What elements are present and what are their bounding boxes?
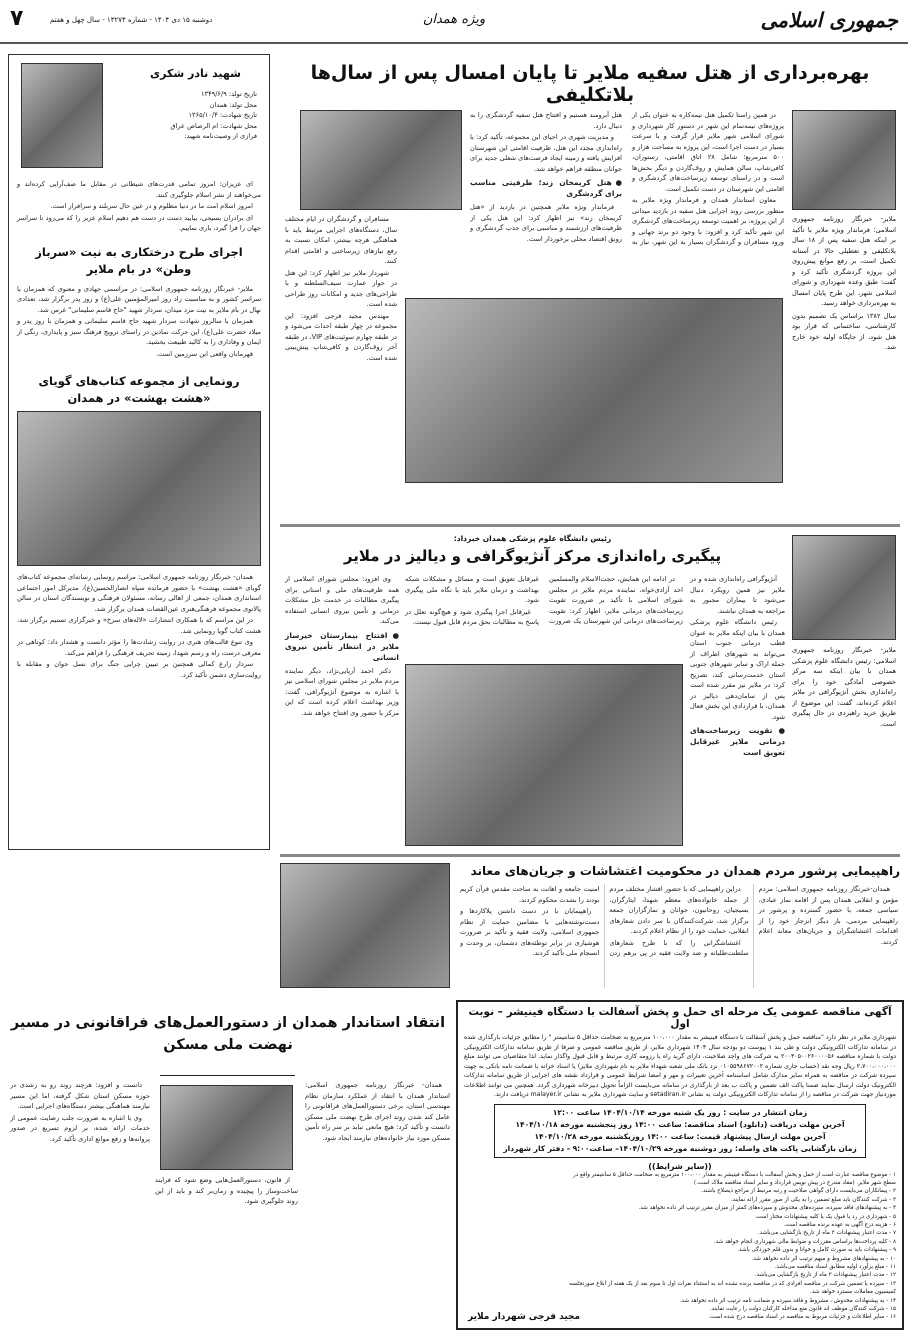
paragraph: در ادامه این همایش، حجت‌الاسلام والمسلمین احد آزادی‌خواه، نماینده مردم ملایر در مجلس شورای اسلامی با تأکید بر ضرورت تقویت زیرساخت‌های درمانی ملایر، اظهار کرد: تقویت زیرساخت‌های درمانی این شهرستان یک ضرورت غیرقابل تعویق است و مسائل و مشکلات شبکه بهداشت و درمان ملایر باید با نگاه ملی پیگیری شود. — [405, 575, 683, 625]
angiography-lead: ملایر- خبرنگار روزنامه جمهوری اسلامی: رئیس دانشگاه علوم پزشکی همدان با بیان اینکه سه مرکز خصوصی آمادگی خود را برای راه‌اندازی بخش آنژیوگرافی در ملایر اعلام کرده‌اند، گفت: این موضوع از طریق خرید راهبردی در حال پیگیری است. — [792, 646, 896, 728]
paragraph: وی افزود: مجلس شورای اسلامی از همه ظرفیت‌های ملی و استانی برای پیگیری مطالبات در خدمت حل مشکلات درمانی و تأمین نیروی انسانی استفاده می‌کند. — [285, 575, 399, 625]
tender-intro: شهرداری ملایر در نظر دارد "مناقصه حمل و پخش آسفالت با دستگاه فینیشر به مقدار ۱۰۰،۰۰۰ مترمربع به ضخامت حداقل ۵ سانتیمتر " را مطابق جزئیات بارگذاری شده در سامانه تدارکات الکترونیکی دولت و طی بند ۱ پیوست دو بودجه سال ۱۴۰۴ شهرداری ملایر، از طریق مناقصه عمومی و صرفا از طریق سامانه تدارکات الکترونیکی دولت با شماره مناقصه ۲۰۰۴۰۵۰۰۲۶۰۰۰۰۵۶ به شرکت های واجد صلاحیت، دارای گرید راه یا رزومه کاری مرتبط و قابل قبول واگذار نماید. لذا متقاضیان می توانند مبلغ ۲،۷۰۰،۰۰۰،۰۰۰ ریال وجه نقد (حساب جاری شماره ۰۱۰۵۵۹۸۶۷۲۰۰۲ نزد بانک ملی شعبه شهداء ملایر به نام شهرداری ملایر) یا اسناد خزانه یا ضمانت نامه بانکی به جهت سپرده شرکت در مناقصه به همراه سایر مدارک شامل اساسنامه آخرین تغییرات و مهر و امضا شرایط عمومی و قرارداد نقشه های اجرایی از طریق سامانه تدارکات الکترونیک دولت ارسال نمایند ضمنا پاکت الف تضمین و پاکت ب بعد از بارگذاری در سامانه می‌بایست الزاماً تحویل دبیرخانه شهرداری گردد. همچنین می توانند اطلاعات موردنیاز جهت شرکت در مناقصه را از سامانه تدارکات الکترونیکی دولت به نشانی setadiran.ir و سایت شهرداری ملایر به نشانی malayer.ir دریافت دارند. — [464, 1034, 897, 1098]
newspaper-logo: جمهوری اسلامی — [760, 8, 898, 32]
tree-planting-body — [17, 284, 261, 360]
martyr-death-date: تاریخ شهادت: ۱۳۶۵/۱۰/۴ — [188, 111, 257, 119]
paragraph: در این مراسم که با همکاری انتشارات «لاله‌های سرخ» و خبرگزاری تسنیم برگزار شد، هشت کتاب گویا رونمایی شد. — [17, 616, 261, 635]
paragraph: معاون استاندار همدان و فرماندار ویژه ملایر به منظور بررسی روند اجرایی هتل سفیه در بازدید میدانی از این پروژه، بر اهمیت توسعه زیرساخت‌های گردشگری این شهر تأکید کرد و افزود: با وجود دو برند جهانی و ورود مسافران و گردشگران بسیار به این شهر، نیاز به هتل آبرومند هستیم و افتتاح هتل سفیه گردشگری را به دنبال دارد. — [470, 111, 784, 246]
hotel-subheading: ●هتل کریمخان زند؛ ظرفیتی مناسب برای گردشگری — [470, 178, 622, 198]
paragraph: ای عزیزان؛ امروز تمامی قدرت‌های شیطانی در مقابل ما صف‌آرایی کرده‌اند و می‌خواهند از نشر اسلام جلوگیری کنند. — [17, 180, 261, 199]
march-crowd-photo — [280, 863, 450, 988]
condition-item: ۵ - شهرداری در رد یا قبول یک یا کلیه پیشنهادات مختار است. — [754, 1213, 896, 1220]
left-column — [8, 54, 270, 850]
condition-item: ۱ - موضوع مناقصه عبارت است از حمل و پخش آسفالت با دستگاه فینیشر به مقدار ۱۰۰،۰۰۰ مترمربع به ضخامت حداقل ۵ سانتیمتر واقع در سطح شهر ملایر. (مقاد مندرج در پیش نویس قرارداد و سایر اسناد مناقصه ملاک است.) — [573, 1171, 896, 1186]
dateline: دوشنبه ۱۵ دی ۱۴۰۴ - شماره ۱۳۲۷۴ - سال چهل و هفتم — [50, 16, 213, 24]
paragraph: سال ۱۳۸۲ براساس یک تصمیم بدون کارشناسی، ساختمانی که قرار بود هتل شود، از جایگاه اولیه خود خارج شد. — [792, 311, 896, 351]
paragraph: همدان-خبرنگار روزنامه جمهوری اسلامی: مردم مؤمن و انقلابی همدان پس از اقامه نماز عبادی، سیاسی جمعه، با حضور گسترده و پرشور در راهپیمایی مردمی، بار دیگر انزجار خود را از اقدامات اغتشاشگران و جریان‌های معاند اعلام کردند. — [758, 885, 898, 946]
hotel-body — [470, 110, 784, 295]
martyr-section — [17, 61, 261, 179]
paragraph: دکتر احمد آریایی‌نژاد، دیگر نماینده مردم ملایر در مجلس شورای اسلامی نیز با اشاره به موضوع آنژیوگرافی، گفت: وزیر بهداشت اعلام کرده است که این مرکز با حضور وی افتتاح خواهد شد. — [285, 666, 399, 717]
mayor-photo — [300, 110, 462, 210]
paragraph: اغتشاشگرانی را که با طرح شعارهای سلطنت‌طلبانه و ضد ولایت فقیه در پی برهم زدن امنیت جامعه و اهانت به ساحت مقدس قرآن کریم بودند را بشدت محکوم کردند. — [460, 885, 749, 957]
condition-item: ۳ - شرکت کنندگان باید مبلغ تضمین را به یکی از صور مقرر ارائه نمایند. — [730, 1196, 896, 1203]
medical-conference-photo — [405, 664, 683, 846]
divider — [280, 854, 900, 857]
hotel-headline: بهره‌برداری از هتل سفیه ملایر تا پایان امسال پس از سال‌ها بلاتکلیفی — [310, 62, 870, 106]
angiography-headline: پیگیری راه‌اندازی مرکز آنژیوگرافی و دیالیز در ملایر — [343, 547, 722, 565]
martyr-birth-date: تاریخ تولد: ۱۳۴۹/۶/۹ — [201, 90, 257, 98]
tender-advertisement — [456, 1000, 904, 1330]
housing-headline: انتقاد استاندار همدان از دستورالعمل‌های فراقانونی در مسیر نهضت ملی مسکن — [10, 1015, 446, 1053]
university-president-photo — [792, 535, 896, 640]
march-body — [460, 884, 898, 988]
condition-item: ۱۳ - سپرده یا تضمین شرکت در مناقصه افرادی که در مناقصه برنده نشده اند به استثناء نفرات اول تا سوم بعد از یک هفته از ابلاغ صورتجلسه کمیسیون معاملات مسترد خواهد شد. — [569, 1280, 896, 1296]
paragraph: رئیس دانشگاه علوم پزشکی همدان با بیان اینکه ملایر به عنوان قطب درمانی جنوب استان می‌تواند به شهرهای اطراف از جمله اراک و سایر شهرهای جنوبی استان خدمت‌رسانی کند، تصریح کرد: در ملایر نیز مقرر شده است پس از سامان‌دهی دیالیز در همدان، با قراردادی این بخش فعال شود. — [690, 618, 785, 721]
paragraph: همدان- خبرنگار روزنامه جمهوری اسلامی: استاندار همدان با انتقاد از عملکرد سازمان نظام مهندسی استان، برخی دستورالعمل‌های فراقانونی را عامل کند شدن روند اجرای طرح نهضت ملی مسکن دانست و تأکید کرد: هیچ مانعی نباید بر سر راه تأمین مسکن مورد نیاز خانواده‌های نیازمند ایجاد شود. — [305, 1081, 450, 1142]
angiography-kicker: رئیس دانشگاه علوم پزشکی همدان خبرداد: — [453, 534, 612, 543]
divider — [160, 1075, 295, 1076]
section-title: ویژه همدان — [422, 12, 486, 27]
martyr-death-place: محل شهادت: ام الرصاص عراق — [170, 121, 257, 130]
angiography-body-right — [690, 574, 785, 850]
condition-item: ۴ - به پیشنهادهای فاقد سپرده، سپرده‌های مخدوش و سپرده‌های کمتر از میزان مقرر ترتیب اثر داده نخواهد شد. — [638, 1205, 896, 1212]
condition-item: ۱۴ - به پیشنهادات مخدوش ، مشروط و فاقد سپرده و ضمانت نامه ترتیب اثر داده نخواهد شد. — [679, 1297, 896, 1304]
angiography-subheading-2: ●افتتاح بیمارستان خیرساز ملایر در انتظار تأمین نیروی انسانی — [285, 630, 399, 662]
schedule-line: آخرین مهلت ارسال پیشنهاد قیمت: ساعت ۱۴:۰۰ روزیکشنبه مورخه ۱۴۰۴/۱۰/۲۸ — [534, 1131, 826, 1141]
paragraph: فرماندار ویژه ملایر همچنین در بازدید از «هتل کریمخان زند» نیز اظهار کرد: این هتل یکی از ظرفیت‌های ارزشمند و مناسبی برای جذب گردشگری و رونق اقتصاد محلی برخوردار است. — [470, 203, 622, 243]
martyr-will-label: فرازی از وصیت‌نامه شهید: — [184, 132, 257, 140]
paragraph: غیرقابل اجرا پیگیری شود و هیچ‌گونه تعلل در پاسخ به مطالبات بحق مردم قابل قبول نیست. — [405, 607, 539, 626]
angiography-body-left — [285, 574, 399, 850]
governor-photo — [792, 110, 896, 210]
condition-item: ۱۰ - به پیشنهادهای مشروط و مبهم ترتیب اثر داده نخواهد شد. — [751, 1255, 896, 1262]
martyr-birth-place: محل تولد: همدان — [209, 100, 257, 109]
schedule-line: زمان بازگشایی پاکت های واصله: روز دوشنبه مورخه ۱۴۰۴/۱۰/۲۹– ساعت۹:۰۰ - دفتر کار شهردار — [503, 1143, 857, 1153]
schedule-line: آخرین مهلت دریافت (دانلود) اسناد مناقصه: ساعت ۱۴:۰۰ روز پنجشنبه مورخه ۱۴۰۴/۱۰/۱۸ — [515, 1119, 845, 1129]
paragraph: دراین راهپیمایی که با حضور اقشار مختلف مردم از جمله خانواده‌های معظم شهدا، ایثارگران، بسیجیان، روحانیون، جوانان و نمازگزاران جمعه برگزار شد، شرکت‌کنندگان با سر دادن شعارهای انقلابی، حمایت خود را از نظام اعلام کردند. — [609, 885, 749, 935]
condition-item: ۲ - پیمانکاران می‌بایست دارای گواهی صلاحیت و رتبه مرتبط از مراجع ذیصلاح باشند. — [701, 1188, 896, 1195]
hotel-body-left — [285, 214, 397, 519]
paragraph: راهپیمایان با در دست داشتن پلاکاردها و دست‌نوشته‌هایی با مضامین حمایت از نظام جمهوری اسلامی، ولایت فقیه و تأکید بر ضرورت هوشیاری در برابر توطئه‌های دشمنان، بر وحدت و انسجام ملی تأکید کردند. — [460, 907, 600, 957]
condition-item: ۱۲ - مدت اعتبار پیشنهادات ۳ ماه از تاریخ بازگشایی می‌باشد. — [754, 1272, 896, 1279]
paragraph: قهرمانان واقعی این سرزمین است. — [156, 349, 253, 358]
paragraph: وی تنوع قالب‌های هنری در روایت رشادت‌ها را مؤثر دانست و هشدار داد: کوتاهی در معرفی درست راه و رسم شهدا، زمینه تحریف فرهنگی را فراهم می‌کند. — [17, 638, 261, 657]
paragraph: وی با اشاره به ضرورت جلب رضایت عمومی از خدمات ارائه شده، بر لزوم تسریع در صدور پروانه‌ها و رفع موانع اداری تأکید کرد. — [10, 1113, 150, 1143]
housing-body-middle — [155, 1175, 298, 1330]
paragraph: ملایر- خبرنگار روزنامه جمهوری اسلامی: فرماندار ویژه ملایر با تأکید بر اینکه هتل سفیه پس از ۱۸ سال بلاتکلیفی و تعطیلی حالا در آستانه تکمیل است، بر رفع موانع پیش‌روی این پروژه گردشگری تأکید کرد و گفت: طبق وعده شهرداری و شورای اسلامی شهر، این طرح پایان امسال به بهره‌برداری خواهد رسید. — [792, 215, 896, 307]
condition-item: ۱۱ - مبلغ برآورد اولیه مطابق اسناد مناقصه می‌باشد. — [774, 1263, 896, 1270]
paragraph: همدان- خبرنگار روزنامه جمهوری اسلامی: مراسم رونمایی رسانه‌ای مجموعه کتاب‌های گویای «هشت بهشت» با حضور فرمانده سپاه انصارالحسین(ع)، مدیرکل امور اجتماعی استانداری همدان، جمعی از اهالی رسانه، مسئولان فرهنگی و نویسندگان استان در سالن پالاتوی مجموعه فرهنگی‌هنری عین‌القضات همدان برگزار شد. — [17, 573, 261, 613]
page-number: ۷ — [10, 6, 24, 31]
audiobook-body — [17, 572, 261, 680]
martyr-title: شهید نادر شکری — [150, 67, 241, 80]
condition-item: ۱۶ - سایر اطلاعات و جزئیات مربوط به مناقصه در اسناد مناقصه درج شده است. — [708, 1314, 896, 1321]
paragraph: شهردار ملایر نیز اظهار کرد: این هتل در جوار عمارت سیف‌السلطنه و با طراحی‌های جدید و امکانات روز طراحی شده است. — [285, 268, 397, 308]
paragraph: و مدیریت شهری در احیای این مجموعه، تأکید کرد: با راه‌اندازی مجدد این هتل، ظرفیت اقامتی این شهرستان افزایش یافته و زمینه ایجاد فرصت‌های شغلی جدید برای جوانان منطقه فراهم خواهد شد. — [470, 133, 622, 173]
masthead — [0, 0, 908, 44]
audiobook-ceremony-photo — [17, 411, 261, 566]
housing-lead — [305, 1080, 450, 1330]
paragraph: ملایر- خبرنگار روزنامه جمهوری اسلامی: در مراسمی جهادی و معنوی که همزمان با سراسر کشور و به مناسبت زاد روز امیرالمؤمنین علی(ع) و روز پدر برگزار شد، تعدادی نهال در بام ملایر به نیت مرد میدان، سردار شهید "حاج قاسم سلیمانی" غرس شد. — [17, 284, 261, 314]
condition-item: ۹ - پیشنهادات باید به صورت کامل و خوانا و بدون قلم خوردگی باشد. — [737, 1247, 896, 1254]
martyr-photo — [21, 63, 103, 168]
tender-schedule — [494, 1104, 866, 1158]
condition-item: ۶ - هزینه درج آگهی به عهده برنده مناقصه است. — [783, 1221, 896, 1228]
tender-signature: مجید فرجی شهردار ملایر — [468, 1312, 581, 1322]
paragraph: از قانون، دستورالعمل‌هایی وضع شود که فرایند ساخت‌وساز را پیچیده و زمان‌بر کند و باید از این روند جلوگیری شود. — [155, 1176, 298, 1205]
paragraph: دانست و افزود: هرچند روند رو به رشدی در حوزه مسکن استان شکل گرفته، اما این مسیر نیازمند هماهنگی بیشتر دستگاه‌های اجرایی است. — [10, 1081, 150, 1110]
hotel-visit-photo — [405, 298, 783, 483]
condition-item: ۱۵ - شرکت کنندگان موظف اند قانون منع مداخله کارکنان دولت را رعایت نمایند. — [709, 1306, 896, 1312]
martyr-will — [17, 179, 261, 234]
housing-body-left — [10, 1080, 150, 1330]
hotel-lead — [792, 214, 896, 524]
angiography-subheading-1: ●تقویت زیرساخت‌های درمانی ملایر غیرقابل تعویق است — [690, 726, 785, 757]
tree-planting-headline: اجرای طرح درختکاری به نیت «سرباز وطن» در بام ملایر — [35, 244, 243, 276]
paragraph: ای برادران بسیجی، بیایید دست در دست هم دهیم اسلام عزیز را که می‌رود تا سراسر جهان را فرا گیرد، یاری نماییم. — [17, 213, 261, 232]
divider — [280, 524, 900, 527]
angiography-body-top — [405, 574, 683, 662]
audiobook-headline: رونمایی از مجموعه کتاب‌های گویای «هشت بهشت» در همدان — [38, 374, 240, 405]
paragraph: آنژیوگرافی راه‌اندازی شده و در ملایر نیز همین رویکرد دنبال می‌شود تا بیماران مجبور به مراجعه به همدان نباشند. — [690, 575, 785, 615]
tender-title: آگهی مناقصه عمومی یک مرحله ای حمل و پخش آسفالت با دستگاه فینیشر – نوبت اول — [468, 1006, 892, 1030]
paragraph: در همین راستا تکمیل هتل نیمه‌کاره به عنوان یکی از پروژه‌های نیمه‌تمام این شهر در دستور کار شهرداری و شورای اسلامی شهر ملایر قرار گرفت و با سرعت بسیار در دست اجرا است، این پروژه به مساحت هزار و ۵۰۰ مترمربع؛ شامل ۲۸ اتاق اقامتی، رستوران، کافی‌شاپ، سالن همایش و روف‌گاردن و دیگر بخش‌ها است و در راستای توسعه زیرساخت‌های گردشگری و اقامتی این شهرستان در دست تکمیل است. — [632, 111, 784, 193]
paragraph: مسافران و گردشگران در ایام مختلف سال، دستگاه‌های اجرایی مرتبط باید با هماهنگی هرچه بیشتر، امکان نسبت به رفع نیازهای زیرساختی و اقامتی اقدام کنند. — [285, 215, 397, 265]
paragraph: امروز اسلام امت ما در دنیا مظلوم و در عین حال سربلند و سرافراز است. — [50, 202, 253, 210]
condition-item: ۷ - مدت اعتبار پیشنهادات ۳ ماه از تاریخ بازگشایی می‌باشد. — [757, 1230, 896, 1237]
paragraph: مهندس مجید فرجی افزود: این مجموعه در چهار طبقه احداث می‌شود و در طبقه چهارم سوئیت‌های VIP، در طبقه آخر روف‌گاردن و کافی‌شاپ پیش‌بینی شده است. — [285, 311, 397, 362]
governor-general-photo — [160, 1085, 293, 1170]
paragraph: همزمان با سالروز شهادت سردار شهید حاج قاسم سلیمانی و همزمان با روز پدر و میلاد حضرت علی(ع)، این حرکت نمادین در راستای ترویج فرهنگ سبز و پایداری، رنگی از ایمان و وفاداری را به کالبد طبیعت بخشید. — [17, 317, 261, 346]
tender-conditions — [566, 1171, 896, 1322]
march-headline: راهپیمایی پرشور مردم همدان در محکومیت اغتشاشات و جریان‌های معاند — [470, 864, 900, 878]
schedule-line: زمان انتشار در سایت : روز یک شنبه مورخه ۱۴۰۴/۱۰/۱۴ ساعت ۱۲:۰۰ — [552, 1107, 808, 1117]
conditions-title: ((سایر شرایط)) — [648, 1161, 712, 1171]
condition-item: ۸ - کلیه پرداخت‌ها براساس مقررات و ضوابط مالی شهرداری انجام خواهد شد. — [713, 1238, 896, 1245]
paragraph: سردار زارع کمالی همچنین بر تبیین چرایی جنگ برای نسل جوان و مقابله با روایت‌سازی دشمن تأکید کرد. — [17, 660, 261, 679]
